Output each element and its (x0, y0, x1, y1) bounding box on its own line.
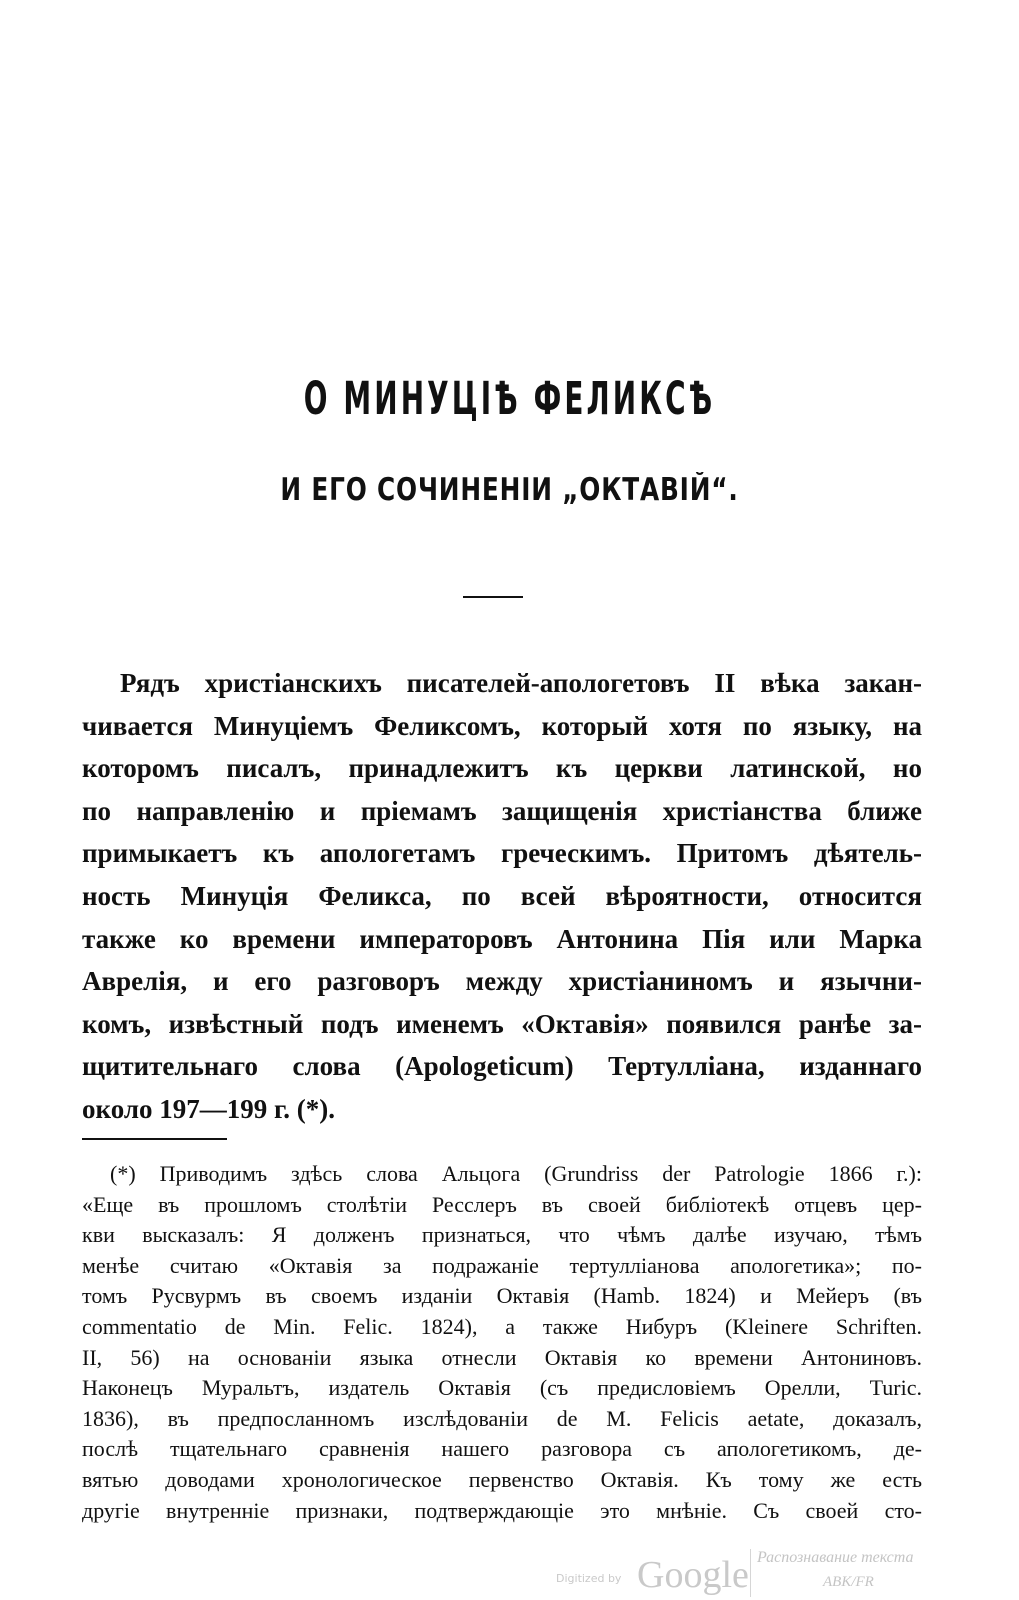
footnote-line: 1836), въ предпосланномъ изслѣдованіи de M. Felicis aetate, доказалъ, (82, 1405, 922, 1431)
body-line: чивается Минуціемъ Феликсомъ, который хотя по языку, на (82, 710, 922, 741)
footnote-line: менѣе считаю «Октавія за подражаніе тертулліанова апологетика»; по- (82, 1252, 922, 1278)
body-line: также ко времени императоровъ Антонина Пія или Марка (82, 923, 922, 954)
footnote-line: II, 56) на основаніи языка отнесли Октавія ко времени Антониновъ. (82, 1344, 922, 1370)
google-watermark: Google (637, 1554, 749, 1596)
footnote-line: кви высказалъ: Я долженъ признаться, что чѣмъ далѣе изучаю, тѣмъ (82, 1222, 922, 1248)
body-paragraph (82, 662, 922, 1131)
digitized-by-label: Digitized by (556, 1572, 622, 1585)
footnote-line: Наконецъ Муральтъ, издатель Октавія (съ предисловіемъ Орелли, Turic. (82, 1375, 922, 1401)
footnote-divider (82, 1138, 227, 1140)
footnote-line: послѣ тщательнаго сравненія нашего разговора съ апологетикомъ, де- (82, 1436, 922, 1462)
body-line: примыкаетъ къ апологетамъ греческимъ. Притомъ дѣятель- (82, 838, 922, 869)
body-line: Аврелія, и его разговоръ между христіаниномъ и язычни- (82, 966, 922, 997)
body-line: комъ, извѣстный подъ именемъ «Октавія» появился ранѣе за- (82, 1008, 922, 1039)
recognition-stamp-text: Распознавание текста (757, 1549, 914, 1566)
body-line: около 197—199 г. (*). (82, 1093, 335, 1124)
footnote-line: «Еще въ прошломъ столѣтіи Ресслеръ въ своей библіотекѣ отцевъ цер- (82, 1191, 922, 1217)
recognition-stamp (750, 1549, 949, 1597)
footnote-line: вятью доводами хронологическое первенство Октавія. Къ тому же есть (82, 1466, 922, 1492)
recognition-stamp-initials: ABK/FR (823, 1574, 874, 1590)
footnote-line: другіе внутренніе признаки, подтверждающіе это мнѣніе. Съ своей сто- (82, 1497, 922, 1523)
body-line: которомъ писалъ, принадлежитъ къ церкви латинской, но (82, 753, 922, 784)
footnote-line: томъ Русвурмъ въ своемъ изданіи Октавія (Hamb. 1824) и Мейеръ (въ (82, 1283, 922, 1309)
footnote-line: commentatio de Min. Felic. 1824), а также Нибуръ (Kleinere Schriften. (82, 1313, 922, 1339)
body-line: ность Минуція Феликса, по всей вѣроятности, относится (82, 880, 922, 911)
page-title: О МИНУЦІѢ ФЕЛИКСѢ (303, 372, 716, 425)
page-subtitle: И ЕГО СОЧИНЕНІИ „ОКТАВІЙ“. (280, 472, 739, 508)
title-divider (463, 596, 523, 598)
footnote (82, 1159, 922, 1526)
body-line: щитительнаго слова (Apologeticum) Тертулліана, изданнаго (82, 1051, 922, 1082)
footnote-line: (*) Приводимъ здѣсь слова Альцога (Grundriss der Patrologie 1866 г.): (110, 1161, 922, 1186)
body-line: по направленію и пріемамъ защищенія христіанства ближе (82, 795, 922, 826)
body-line: Рядъ христіанскихъ писателей-апологетовъ II вѣка закан- (120, 668, 922, 698)
